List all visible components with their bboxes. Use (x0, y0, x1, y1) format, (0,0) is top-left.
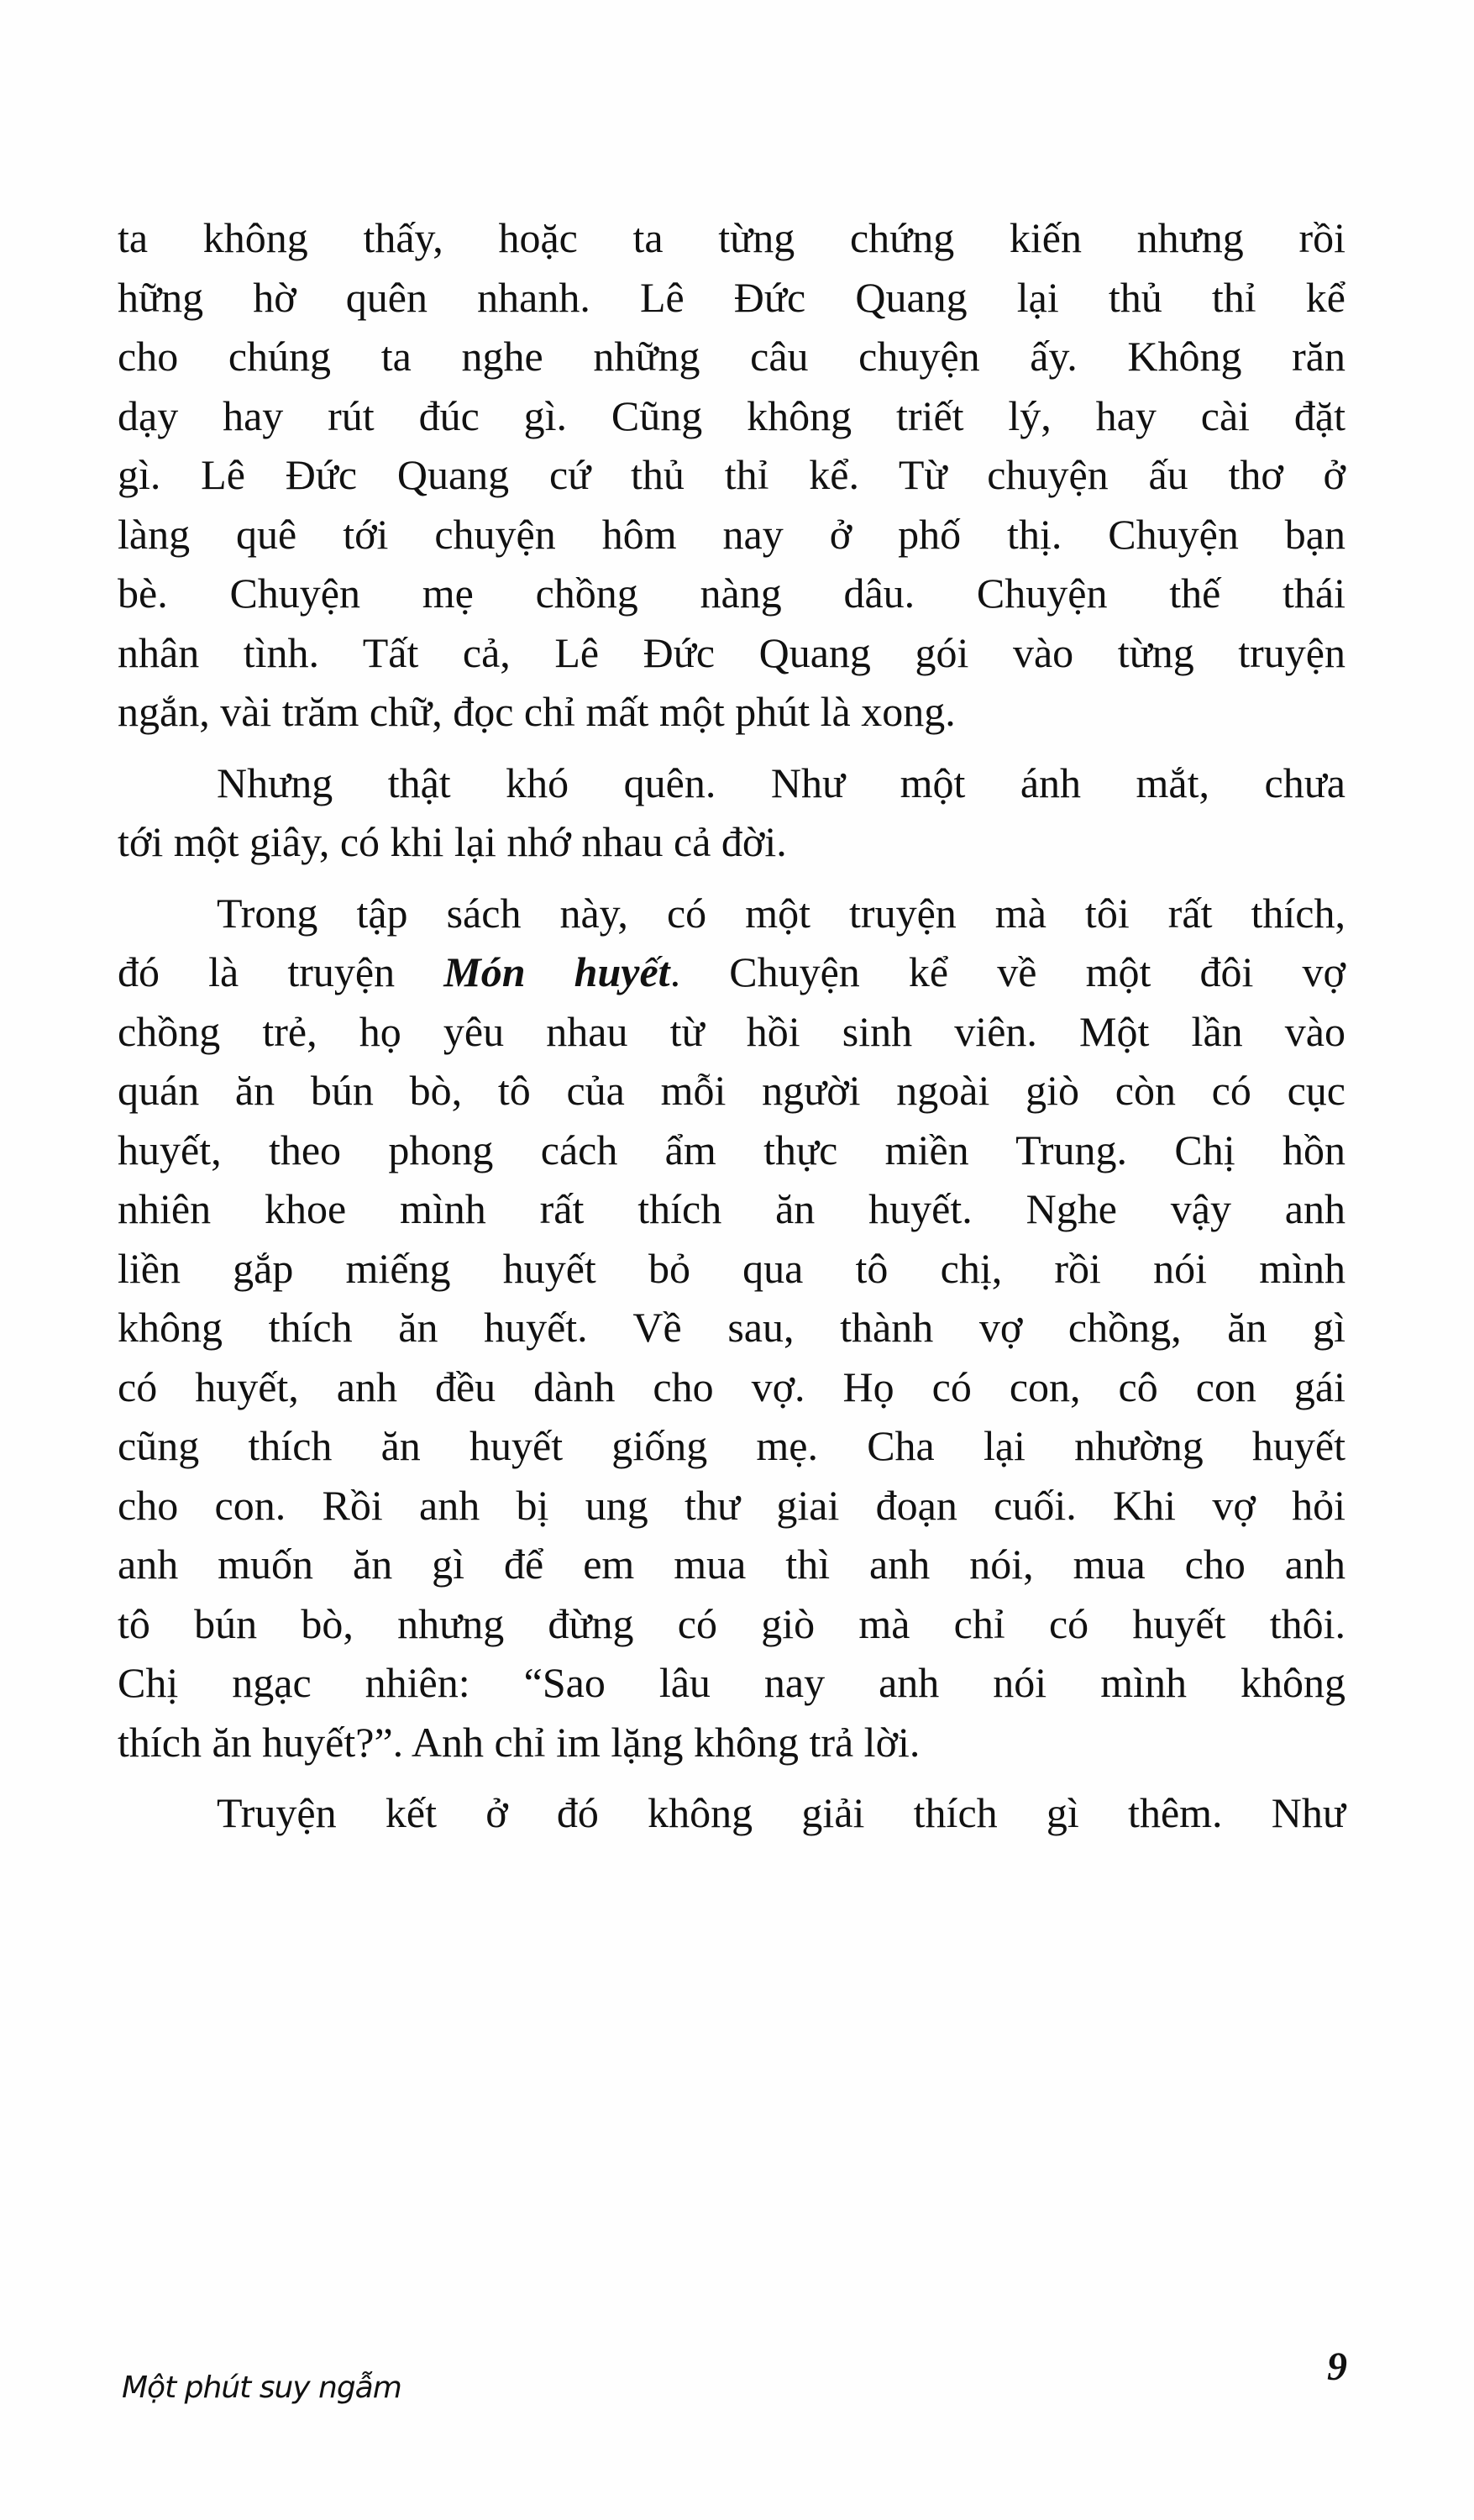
text-line: Truyện kết ở đó không giải thích gì thêm. Như (217, 1789, 1345, 1836)
text-line: hững hờ quên nhanh. Lê Đức Quang lại thủ thỉ kể (118, 273, 1345, 321)
paragraph-3 (118, 884, 1345, 1772)
text-line: cho chúng ta nghe những câu chuyện ấy. Không răn (118, 333, 1345, 380)
paragraph-1 (118, 208, 1345, 742)
text-line: huyết, theo phong cách ẩm thực miền Trung. Chị hồn (118, 1126, 1345, 1173)
text-line: ngắn, vài trăm chữ, đọc chỉ mất một phút là xong. (118, 688, 956, 735)
text-line: Trong tập sách này, có một truyện mà tôi rất thích, (217, 889, 1345, 937)
text-line: tô bún bò, nhưng đừng có giò mà chỉ có huyết thôi. (118, 1599, 1345, 1647)
text-line: ta không thấy, hoặc ta từng chứng kiến nhưng rồi (118, 214, 1345, 261)
text-line: bè. Chuyện mẹ chồng nàng dâu. Chuyện thế thái (118, 570, 1345, 617)
text-line: dạy hay rút đúc gì. Cũng không triết lý, hay cài đặt (118, 391, 1345, 439)
text-line: nhiên khoe mình rất thích ăn huyết. Nghe vậy anh (118, 1185, 1345, 1232)
text-segment: đó là truyện (118, 948, 444, 995)
story-title: Món huyết (443, 948, 670, 995)
text-segment: . Chuyện kể về một đôi vợ (669, 948, 1345, 995)
paragraph-4 (118, 1783, 1345, 1843)
text-line: Nhưng thật khó quên. Như một ánh mắt, chưa (217, 759, 1345, 806)
text-line: làng quê tới chuyện hôm nay ở phố thị. Chuyện bạn (118, 510, 1345, 558)
text-line: gì. Lê Đức Quang cứ thủ thỉ kể. Từ chuyện ấu thơ ở (118, 451, 1345, 498)
text-line: cho con. Rồi anh bị ung thư giai đoạn cuối. Khi vợ hỏi (118, 1481, 1345, 1529)
text-line: cũng thích ăn huyết giống mẹ. Cha lại nhường huyết (118, 1422, 1345, 1469)
text-line: có huyết, anh đều dành cho vợ. Họ có con, cô con gái (118, 1362, 1345, 1410)
text-line: anh muốn ăn gì để em mua thì anh nói, mua cho anh (118, 1541, 1345, 1588)
page-number: 9 (1327, 2344, 1347, 2389)
text-line: chồng trẻ, họ yêu nhau từ hồi sinh viên. Một lần vào (118, 1007, 1345, 1055)
running-footer-book-title: Một phút suy ngẫm (122, 2370, 401, 2405)
text-line: thích ăn huyết?”. Anh chỉ im lặng không trả lời. (118, 1718, 921, 1766)
body-text (118, 208, 1345, 1843)
text-line: Chị ngạc nhiên: “Sao lâu nay anh nói mình không (118, 1659, 1345, 1706)
text-line: tới một giây, có khi lại nhớ nhau cả đời. (118, 818, 787, 865)
text-line-with-title (118, 942, 1345, 1002)
paragraph-2 (118, 753, 1345, 872)
text-line: quán ăn bún bò, tô của mỗi người ngoài giò còn có cục (118, 1067, 1345, 1114)
text-line: liền gắp miếng huyết bỏ qua tô chị, rồi nói mình (118, 1244, 1345, 1292)
text-line: nhân tình. Tất cả, Lê Đức Quang gói vào từng truyện (118, 628, 1345, 676)
text-line: không thích ăn huyết. Về sau, thành vợ chồng, ăn gì (118, 1304, 1345, 1351)
